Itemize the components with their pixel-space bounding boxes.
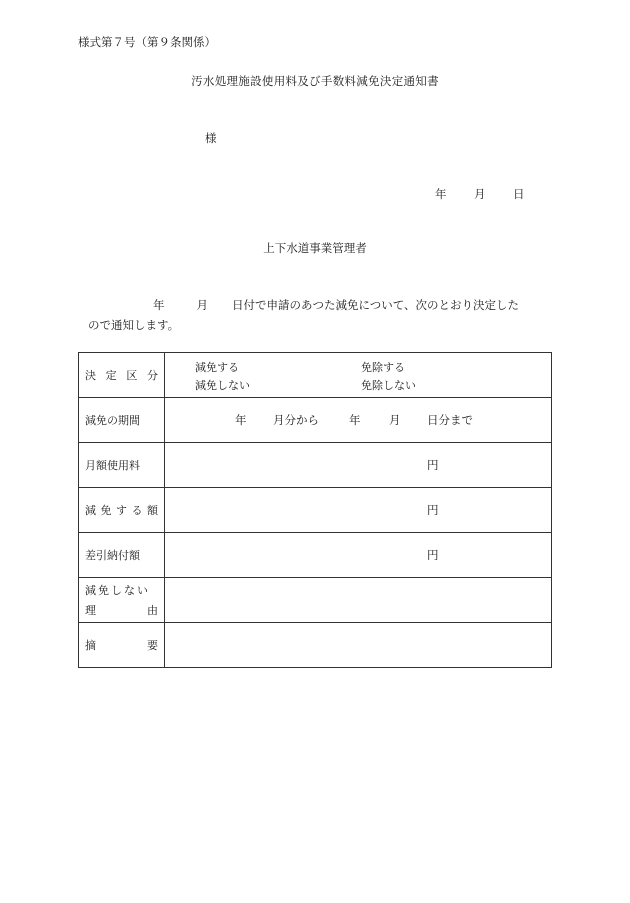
yen-unit: 円 xyxy=(427,548,439,562)
period-label: 減免の期間 xyxy=(79,398,165,443)
table-row xyxy=(79,533,552,578)
option-exempt: 免除する xyxy=(361,361,405,374)
body-month: 月 xyxy=(196,298,208,312)
period-to-year: 年 xyxy=(349,413,361,427)
label-char: 要 xyxy=(147,639,158,652)
date-month: 月 xyxy=(474,187,486,201)
body-text-line2: ので通知します。 xyxy=(88,318,180,332)
net-payment-value xyxy=(165,533,552,578)
label-char: 摘 xyxy=(85,639,96,652)
label-char: 決 xyxy=(85,369,96,382)
monthly-fee-label: 月額使用料 xyxy=(79,443,165,488)
remarks-value xyxy=(165,623,552,668)
label-char: 由 xyxy=(147,604,158,617)
period-from-year: 年 xyxy=(235,413,247,427)
yen-unit: 円 xyxy=(427,503,439,517)
table-row xyxy=(79,623,552,668)
reason-label xyxy=(79,578,165,623)
body-year: 年 xyxy=(153,298,165,312)
net-payment-label: 差引納付額 xyxy=(79,533,165,578)
period-value xyxy=(165,398,552,443)
option-reduce: 減免する xyxy=(195,361,239,374)
label-char: 額 xyxy=(147,504,158,517)
remarks-label xyxy=(79,623,165,668)
document-title: 汚水処理施設使用料及び手数料減免決定通知書 xyxy=(191,74,439,88)
decision-category-label xyxy=(79,353,165,398)
table-row xyxy=(79,578,552,623)
label-char: 免 xyxy=(100,504,112,517)
table-row xyxy=(79,443,552,488)
label-char: 減 xyxy=(85,504,96,517)
body-text-line1 xyxy=(153,297,519,313)
label-char: 理 xyxy=(85,604,96,617)
table-row xyxy=(79,398,552,443)
yen-unit: 円 xyxy=(427,458,439,472)
notice-table xyxy=(78,352,552,668)
table-row xyxy=(79,488,552,533)
reason-value xyxy=(165,578,552,623)
addressee-honorific: 様 xyxy=(205,131,217,145)
decision-category-options xyxy=(165,353,552,398)
form-number: 様式第７号（第９条関係） xyxy=(78,35,216,49)
table-row xyxy=(79,353,552,398)
reduction-amount-value xyxy=(165,488,552,533)
label-char: す xyxy=(116,504,127,517)
reduction-amount-label xyxy=(79,488,165,533)
label-char: 区 xyxy=(126,369,138,382)
period-to-month: 月 xyxy=(389,413,401,427)
reason-label-line1: 減免しない xyxy=(85,584,150,597)
date-day: 日 xyxy=(513,187,525,201)
issuer-title: 上下水道事業管理者 xyxy=(263,241,367,255)
option-not-exempt: 免除しない xyxy=(361,379,416,392)
option-not-reduce: 減免しない xyxy=(195,379,250,392)
period-from-month: 月分から xyxy=(273,413,319,427)
label-char: る xyxy=(131,504,143,517)
label-char: 定 xyxy=(105,369,117,382)
body-day-text: 日付で申請のあつた減免について、次のとおり決定した xyxy=(232,298,520,312)
reason-label-line2 xyxy=(85,602,164,618)
monthly-fee-value xyxy=(165,443,552,488)
period-to-day: 日分まで xyxy=(427,413,473,427)
label-char: 分 xyxy=(146,369,158,382)
date-year: 年 xyxy=(435,187,447,201)
